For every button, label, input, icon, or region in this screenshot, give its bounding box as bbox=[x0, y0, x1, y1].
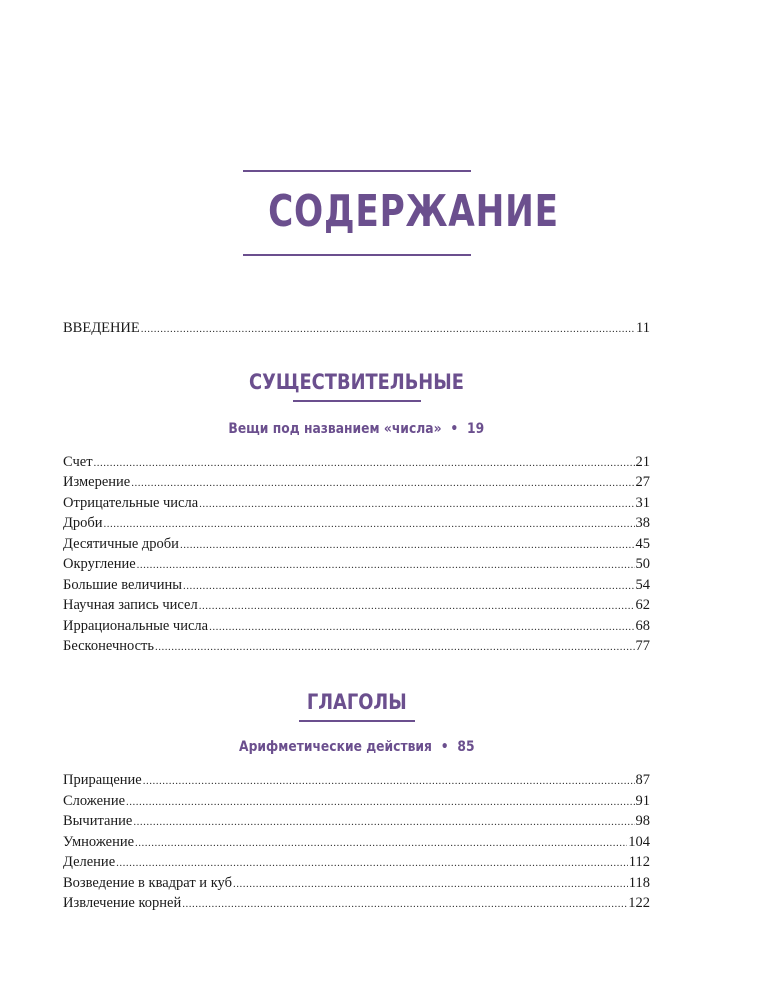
bullet-separator: • bbox=[450, 421, 459, 437]
toc-entry-label: Округление bbox=[63, 556, 136, 572]
toc-entry-page: 98 bbox=[635, 813, 650, 829]
toc-leader-dots bbox=[116, 853, 628, 873]
toc-entry-label: Научная запись чисел bbox=[63, 597, 198, 613]
toc-leader-dots bbox=[155, 637, 634, 657]
toc-entry-label: Возведение в квадрат и куб bbox=[63, 875, 232, 891]
section-subtitle-text: Вещи под названием «числа» bbox=[228, 421, 442, 437]
toc-leader-dots bbox=[180, 535, 635, 555]
toc-entry-label: Отрицательные числа bbox=[63, 495, 199, 511]
toc-entry-label: Бесконечность bbox=[63, 638, 155, 654]
toc-leader-dots bbox=[126, 792, 634, 812]
toc-entry[interactable] bbox=[63, 873, 650, 893]
toc-entry-label: Вычитание bbox=[63, 813, 133, 829]
page-title: СОДЕРЖАНИЕ bbox=[268, 186, 559, 237]
toc-entry-page: 68 bbox=[635, 618, 650, 634]
toc-entry-page: 104 bbox=[628, 834, 650, 850]
toc-entry-page: 38 bbox=[635, 515, 650, 531]
toc-entry-label: Иррациональные числа bbox=[63, 618, 209, 634]
toc-entry-page: 118 bbox=[628, 875, 650, 891]
toc-entry-page: 77 bbox=[635, 638, 650, 654]
toc-entry[interactable] bbox=[63, 513, 650, 533]
toc-entry[interactable] bbox=[63, 791, 650, 811]
toc-leader-dots bbox=[94, 453, 635, 473]
toc-entry[interactable] bbox=[63, 554, 650, 574]
toc-leader-dots bbox=[131, 473, 634, 493]
toc-entry-page: 50 bbox=[635, 556, 650, 572]
toc-leader-dots bbox=[233, 874, 628, 894]
toc-entry[interactable] bbox=[63, 493, 650, 513]
title-bottom-rule bbox=[243, 254, 471, 256]
toc-leader-dots bbox=[133, 812, 634, 832]
section-subtitle-nouns[interactable] bbox=[63, 421, 650, 437]
section-title: СУЩЕСТВИТЕЛЬНЫЕ bbox=[249, 370, 464, 394]
bullet-separator: • bbox=[440, 739, 449, 755]
toc-entry[interactable] bbox=[63, 852, 650, 872]
title-top-rule bbox=[243, 170, 471, 172]
toc-entry[interactable] bbox=[63, 472, 650, 492]
toc-leader-dots bbox=[141, 319, 635, 339]
toc-entry[interactable] bbox=[63, 452, 650, 472]
toc-entry-label: Извлечение корней bbox=[63, 895, 182, 911]
toc-leader-dots bbox=[199, 494, 634, 514]
toc-entry-page: 45 bbox=[635, 536, 650, 552]
section-rule bbox=[293, 400, 421, 402]
toc-entry[interactable] bbox=[63, 575, 650, 595]
toc-entry[interactable] bbox=[63, 893, 650, 913]
toc-entry-page: 21 bbox=[635, 454, 650, 470]
toc-leader-dots bbox=[135, 833, 627, 853]
toc-entry-label: Измерение bbox=[63, 474, 131, 490]
toc-entry-page: 87 bbox=[635, 772, 650, 788]
toc-leader-dots bbox=[183, 576, 635, 596]
toc-entry[interactable] bbox=[63, 811, 650, 831]
toc-entry-label: Деление bbox=[63, 854, 116, 870]
toc-leader-dots bbox=[143, 771, 635, 791]
title-block bbox=[243, 170, 559, 256]
toc-entry-label: ВВЕДЕНИЕ bbox=[63, 320, 140, 336]
toc-entry-label: Приращение bbox=[63, 772, 142, 788]
section-title: ГЛАГОЛЫ bbox=[306, 690, 407, 714]
toc-entry[interactable] bbox=[63, 534, 650, 554]
section-subtitle-page: 85 bbox=[457, 739, 475, 755]
toc-entry-page: 31 bbox=[635, 495, 650, 511]
toc-entry-page: 91 bbox=[635, 793, 650, 809]
toc-entry-label: Дроби bbox=[63, 515, 103, 531]
section-heading-nouns bbox=[63, 370, 650, 402]
toc-entry[interactable] bbox=[63, 616, 650, 636]
toc-entry-label: Умножение bbox=[63, 834, 135, 850]
toc-leader-dots bbox=[182, 894, 627, 914]
toc-entry-page: 112 bbox=[628, 854, 650, 870]
section-subtitle-text: Арифметические действия bbox=[238, 739, 432, 755]
section-subtitle-verbs[interactable] bbox=[63, 739, 650, 755]
toc-leader-dots bbox=[199, 596, 635, 616]
toc-entry-page: 54 bbox=[635, 577, 650, 593]
toc-entry[interactable] bbox=[63, 770, 650, 790]
toc-leader-dots bbox=[137, 555, 635, 575]
toc-entry-label: Счет bbox=[63, 454, 93, 470]
section-subtitle-page: 19 bbox=[467, 421, 485, 437]
toc-entry-label: Сложение bbox=[63, 793, 126, 809]
toc-entry-page: 11 bbox=[636, 320, 650, 336]
toc-leader-dots bbox=[104, 514, 635, 534]
toc-entry-label: Большие величины bbox=[63, 577, 182, 593]
section-rule bbox=[299, 720, 415, 722]
toc-entry[interactable] bbox=[63, 595, 650, 615]
toc-entry-label: Десятичные дроби bbox=[63, 536, 179, 552]
toc-entry[interactable] bbox=[63, 832, 650, 852]
toc-entry[interactable] bbox=[63, 636, 650, 656]
section-heading-verbs bbox=[63, 690, 650, 722]
toc-entry-page: 122 bbox=[628, 895, 650, 911]
toc-leader-dots bbox=[209, 617, 634, 637]
toc-entry-page: 27 bbox=[635, 474, 650, 490]
toc-entry-page: 62 bbox=[635, 597, 650, 613]
toc-entry-intro[interactable] bbox=[63, 318, 650, 338]
